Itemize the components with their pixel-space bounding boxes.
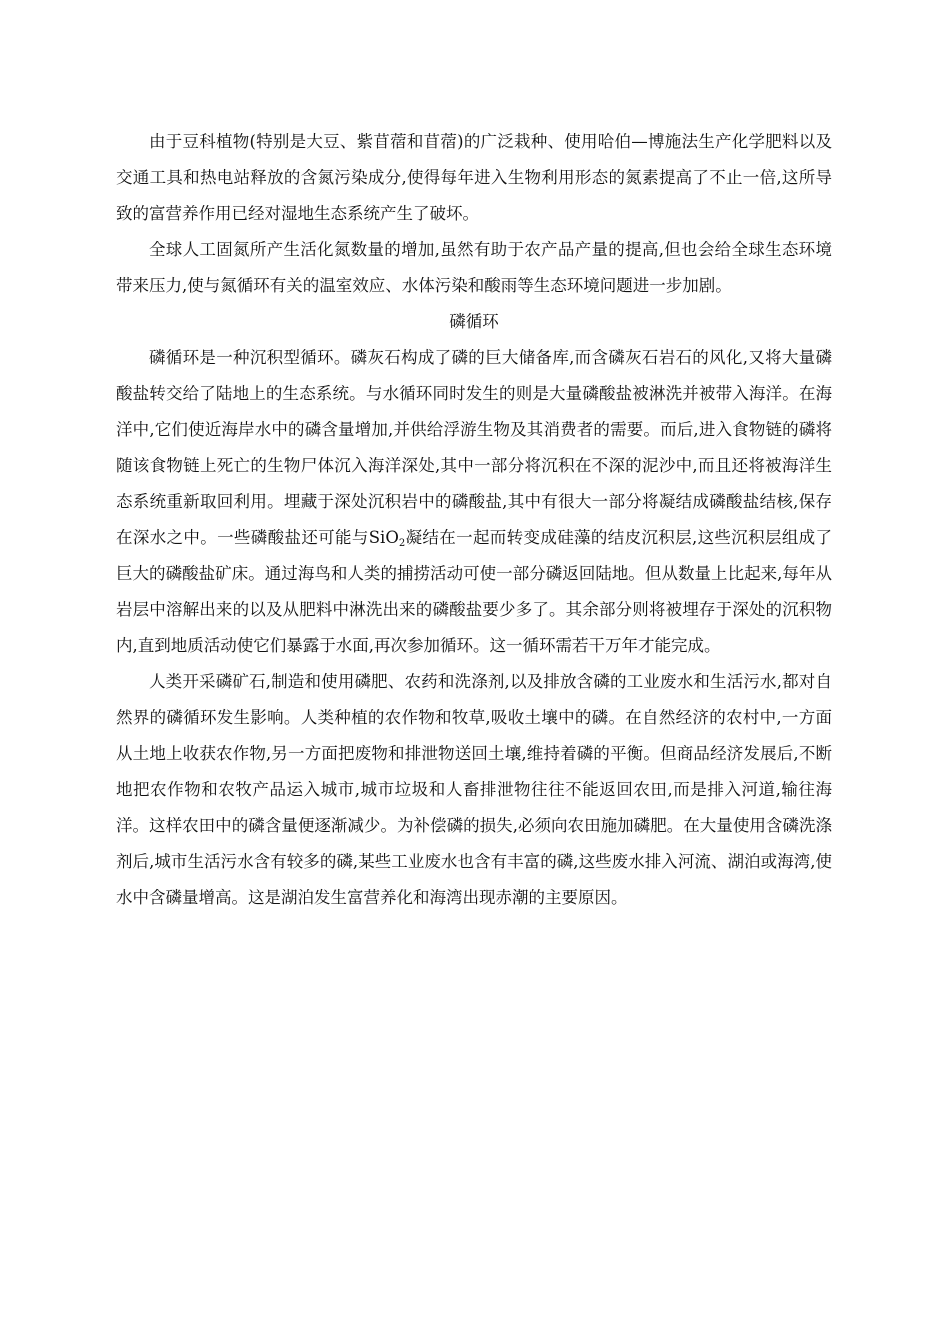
paragraph-human-impact: 人类开采磷矿石,制造和使用磷肥、农药和洗涤剂,以及排放含磷的工业废水和生活污水,都对自然界的磷循环发生影响。人类种植的农作物和牧草,吸收土壤中的磷。在自然经济的农村中,一方面从土地上收获农作物,另一方面把废物和排泄物送回土壤,维持着磷的平衡。但商品经济发展后,不断地把农作物和农牧产品运入城市,城市垃圾和人畜排泄物往往不能返回农田,而是排入河道,输往海洋。这样农田中的磷含量便逐渐减少。为补偿磷的损失,必须向农田施加磷肥。在大量使用含磷洗涤剂后,城市生活污水含有较多的磷,某些工业废水也含有丰富的磷,这些废水排入河流、湖泊或海湾,使水中含磷量增高。这是湖泊发生富营养化和海湾出现赤潮的主要原因。 [116, 672, 832, 907]
paragraph-phosphorus-cycle [116, 340, 832, 664]
paragraph-nitrogen-fertilizer: 由于豆科植物(特别是大豆、紫苜蓿和苜蓿)的广泛栽种、使用哈伯—博施法生产化学肥料以及交通工具和热电站释放的含氮污染成分,使得每年进入生物利用形态的氮素提高了不止一倍,这所导致的富营养作用已经对湿地生态系统产生了破坏。 [116, 132, 832, 223]
paragraph-nitrogen-pressure: 全球人工固氮所产生活化氮数量的增加,虽然有助于农产品产量的提高,但也会给全球生态环境带来压力,使与氮循环有关的温室效应、水体污染和酸雨等生态环境问题进一步加剧。 [116, 240, 832, 295]
paragraph-phosphorus-cycle-part2: 凝结在一起而转变成硅藻的结皮沉积层,这些沉积层组成了巨大的磷酸盐矿床。通过海鸟和人类的捕捞活动可使一部分磷返回陆地。但从数量上比起来,每年从岩层中溶解出来的以及从肥料中淋洗出来的磷酸盐要少多了。其余部分则将被埋存于深处的沉积物内,直到地质活动使它们暴露于水面,再次参加循环。这一循环需若干万年才能完成。 [116, 528, 833, 655]
formula-subscript: 2 [398, 538, 406, 549]
formula-sio2 [369, 528, 405, 547]
section-heading-phosphorus-cycle: 磷循环 [449, 312, 499, 331]
paragraph-phosphorus-cycle-part1: 磷循环是一种沉积型循环。磷灰石构成了磷的巨大储备库,而含磷灰石岩石的风化,又将大量磷酸盐转交给了陆地上的生态系统。与水循环同时发生的则是大量磷酸盐被淋洗并被带入海洋。在海洋中,它们使近海岸水中的磷含量增加,并供给浮游生物及其消费者的需要。而后,进入食物链的磷将随该食物链上死亡的生物尸体沉入海洋深处,其中一部分将沉积在不深的泥沙中,而且还将被海洋生态系统重新取回利用。埋藏于深处沉积岩中的磷酸盐,其中有很大一部分将凝结成磷酸盐结核,保存在深水之中。一些磷酸盐还可能与 [116, 348, 832, 547]
document-body [116, 124, 832, 916]
formula-sio: SiO [368, 528, 399, 547]
